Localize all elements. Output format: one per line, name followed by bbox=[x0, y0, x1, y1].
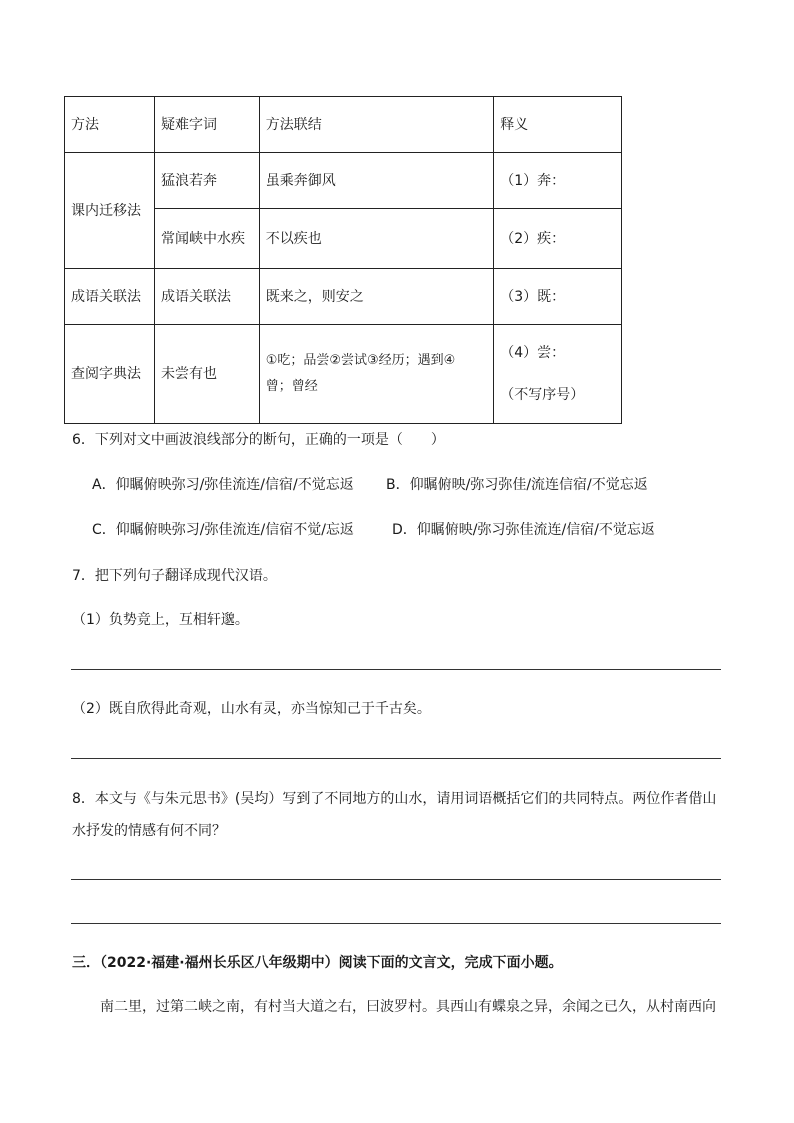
q7-stem: 7．把下列句子翻译成现代汉语。 bbox=[72, 568, 277, 584]
q6-option-d: D．仰瞩俯映/弥习弥佳流连/信宿/不觉忘返 bbox=[392, 522, 655, 538]
answer-line bbox=[71, 879, 721, 880]
link-cell: 虽乘奔御风 bbox=[259, 153, 494, 209]
word-cell: 猛浪若奔 bbox=[155, 153, 260, 209]
q7-sentence-2: （2）既自欣得此奇观，山水有灵，亦当惊知己于千古矣。 bbox=[72, 701, 431, 717]
table-row bbox=[65, 325, 622, 424]
meaning-line-2: （不写序号） bbox=[500, 387, 585, 403]
link-cell bbox=[259, 325, 494, 424]
word-cell: 常闻峡中水疾 bbox=[155, 209, 260, 269]
method-cell: 成语关联法 bbox=[65, 269, 155, 325]
answer-line bbox=[71, 669, 721, 670]
link-line-1: ①吃；品尝②尝试③经历；遇到④ bbox=[265, 353, 456, 368]
q8-line-2: 水抒发的情感有何不同？ bbox=[72, 823, 226, 839]
answer-line bbox=[71, 923, 721, 924]
header-method: 方法 bbox=[65, 97, 155, 153]
q8-line-1: 8．本文与《与朱元思书》(吴均）写到了不同地方的山水，请用词语概括它们的共同特点。两位作者借山 bbox=[72, 791, 717, 807]
header-meaning: 释义 bbox=[494, 97, 622, 153]
word-cell: 成语关联法 bbox=[155, 269, 260, 325]
q7-sentence-1: （1）负势竞上，互相轩邈。 bbox=[72, 612, 249, 628]
method-cell: 课内迁移法 bbox=[65, 153, 155, 269]
link-cell: 既来之，则安之 bbox=[259, 269, 494, 325]
header-link: 方法联结 bbox=[259, 97, 494, 153]
link-line-2: 曾；曾经 bbox=[265, 379, 318, 394]
method-table bbox=[64, 96, 622, 424]
method-cell: 查阅字典法 bbox=[65, 325, 155, 424]
meaning-cell: （2）疾： bbox=[494, 209, 622, 269]
meaning-cell: （3）既： bbox=[494, 269, 622, 325]
meaning-cell bbox=[494, 325, 622, 424]
q6-stem: 6．下列对文中画波浪线部分的断句，正确的一项是（ ） bbox=[72, 432, 445, 448]
answer-line bbox=[71, 758, 721, 759]
table-row bbox=[65, 269, 622, 325]
table-row bbox=[65, 153, 622, 209]
section3-passage: 南二里，过第二峡之南，有村当大道之右，曰波罗村。具西山有蝶泉之异，余闻之已久，从村南西向 bbox=[100, 999, 716, 1015]
link-cell: 不以疾也 bbox=[259, 209, 494, 269]
section3-title: 三．（2022·福建·福州长乐区八年级期中）阅读下面的文言文，完成下面小题。 bbox=[72, 955, 563, 971]
q6-option-a: A．仰瞩俯映弥习/弥佳流连/信宿/不觉忘返 bbox=[92, 477, 354, 493]
table-header-row bbox=[65, 97, 622, 153]
q6-option-b: B．仰瞩俯映/弥习弥佳/流连信宿/不觉忘返 bbox=[386, 477, 648, 493]
meaning-cell: （1）奔： bbox=[494, 153, 622, 209]
q6-option-c: C．仰瞩俯映弥习/弥佳流连/信宿不觉/忘返 bbox=[92, 522, 354, 538]
word-cell: 未尝有也 bbox=[155, 325, 260, 424]
meaning-line-1: （4）尝： bbox=[500, 345, 566, 361]
header-word: 疑难字词 bbox=[155, 97, 260, 153]
